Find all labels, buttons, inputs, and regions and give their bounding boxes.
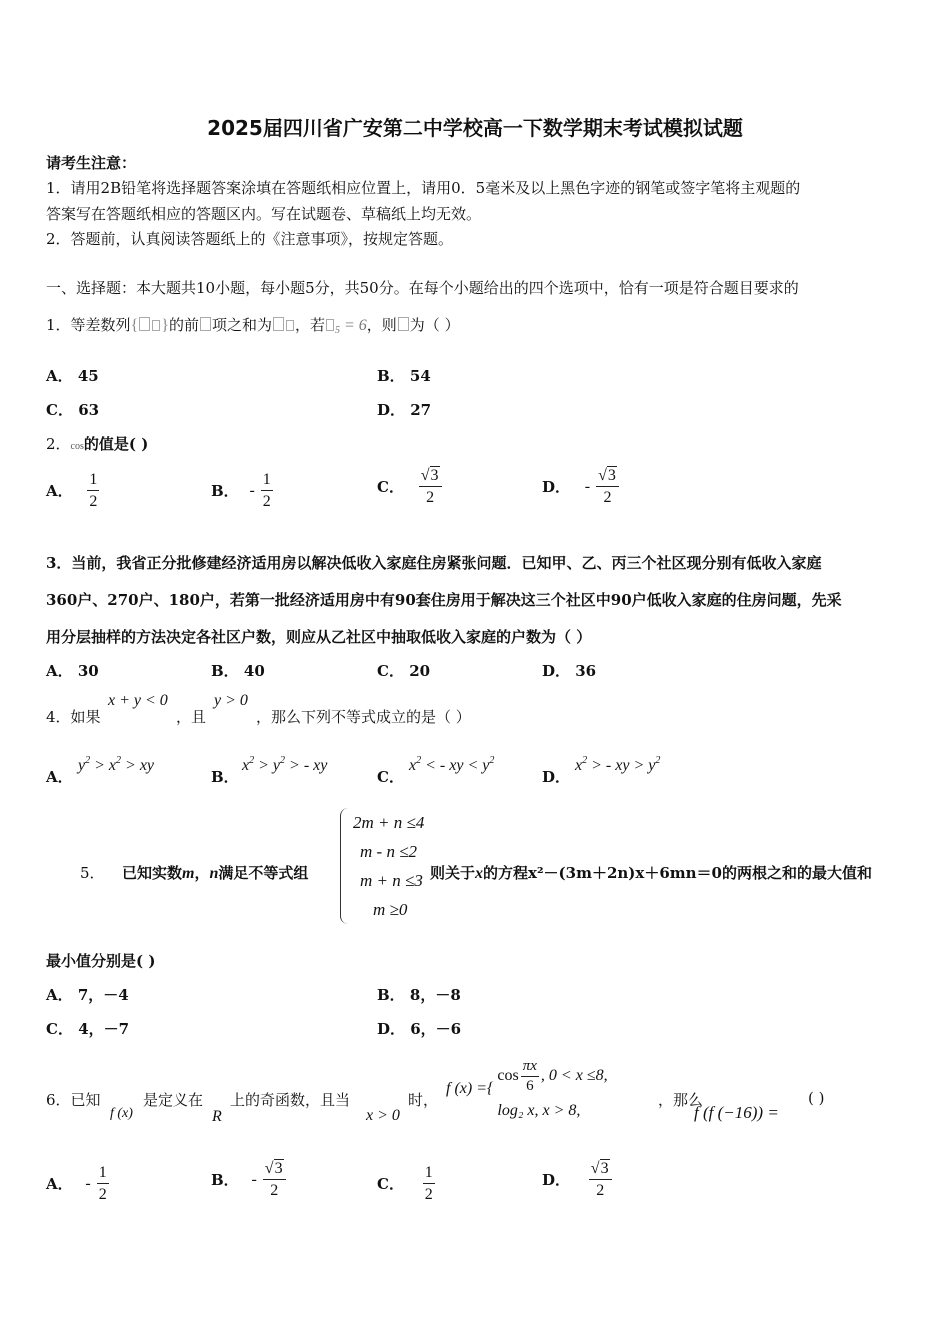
page-title: 2025届四川省广安第二中学校高一下数学期末考试模拟试题 [207,116,743,140]
notice-line-1: 1．请用2B铅笔将选择题答案涂填在答题纸相应位置上，请用0．5毫米及以上黑色字迹的钢笔或签字笔将主观题的 [46,179,801,197]
q6-expression: f (f (−16)) = [694,1103,779,1122]
q4-option-c[interactable]: $x^2$ < - xy < $y^2$ [409,755,495,774]
question-5-stem-b: 则关于x的方程x²－(3m＋2n)x＋6mn＝0的两根之和的最大值和 [430,864,872,882]
q4-label-a[interactable]: A． [46,768,73,786]
s9-glyph [398,317,409,331]
sn-glyph [273,317,284,331]
q4-label-c[interactable]: C． [377,768,404,786]
q5-inequality-system: 2m + n ≤4 m - n ≤2 m + n ≤3 m ≥0 [340,808,424,924]
q6-option-a[interactable]: A． - $\frac{1}{2}$ [46,1164,107,1203]
notice-line-2: 答案写在答题纸相应的答题区内。写在试题卷、草稿纸上均无效。 [46,205,482,223]
q4-label-b[interactable]: B． [211,768,239,786]
question-3-line-3: 用分层抽样的方法决定各社区户数，则应从乙社区中抽取低收入家庭的户数为（ ） [46,628,592,646]
q5-option-c[interactable]: C． 4，－7 [46,1020,130,1038]
q5-option-d[interactable]: D． 6，－6 [377,1020,462,1038]
q1-option-a[interactable]: A． 45 [46,367,99,385]
q2-option-b[interactable]: B． - $\frac{1}{2}$ [211,471,271,510]
q1-option-c[interactable]: C． 63 [46,401,100,419]
q4-option-a[interactable]: $y^2 > x^2$ > xy [78,755,155,774]
q2-option-c[interactable]: C． $\frac{√3}{2}$ [377,466,442,507]
n-glyph [200,317,211,331]
question-5-number: 5． [80,864,105,882]
q4-option-d[interactable]: $x^2$ > - xy > $y^2$ [575,755,661,774]
q3-option-b[interactable]: B． 40 [211,662,265,680]
question-6-stem-a: 6．已知 [46,1091,101,1109]
q2-option-d[interactable]: D． - $\frac{√3}{2}$ [542,466,619,507]
q2-option-a[interactable]: A． $\frac{1}{2}$ [46,471,98,510]
question-2-stem: 2．cos的值是( ) [46,435,149,453]
question-3-line-1: 3．当前，我省正分批修建经济适用房以解决低收入家庭住房紧张问题．已知甲、乙、丙三个社区现分别有低收入家庭 [46,554,822,572]
q6-option-c[interactable]: C． $\frac{1}{2}$ [377,1164,433,1203]
q6-condition: x > 0 [366,1107,400,1124]
q1-option-d[interactable]: D． 27 [377,401,432,419]
q5-option-a[interactable]: A． 7，－4 [46,986,129,1004]
section-1-heading: 一、选择题：本大题共10小题，每小题5分，共50分。在每个小题给出的四个选项中，恰有一项是符合题目要求的 [46,279,799,297]
q4-condition-2: y > 0 [214,692,248,709]
q4-label-d[interactable]: D． [542,768,571,786]
q6-R: R [212,1108,222,1125]
notice-heading: 请考生注意： [46,154,137,172]
q4-condition-1: x + y < 0 [108,692,168,709]
q6-option-b[interactable]: B． - $\frac{√3}{2}$ [211,1159,286,1200]
cos-glyph: cos [70,441,84,452]
q3-option-a[interactable]: A． 30 [46,662,99,680]
seq-an-glyph: { } [130,317,169,334]
question-1-number: 1． [46,316,71,334]
notice-line-3: 2．答题前，认真阅读答题纸上的《注意事项》，按规定答题。 [46,230,454,248]
q6-fx: f (x) [110,1106,133,1121]
q6-option-d[interactable]: D． $\frac{√3}{2}$ [542,1159,612,1200]
q6-piecewise-function: f (x) ={ cos $\frac{\pi x}{6}$ , 0 < x ≤8, log₂ x, x > 8, [446,1057,608,1119]
q4-option-b[interactable]: $x^2 > y^2$ > - xy [242,755,328,774]
question-4-stem: 4．如果 [46,708,101,726]
question-1-stem: 1．等差数列{ }的前 项之和为 ，若 $_5$ = 6，则 为（ ） [46,316,460,336]
q3-option-d[interactable]: D． 36 [542,662,597,680]
question-3-line-2: 360户、270户、180户，若第一批经济适用房中有90套住房用于解决这三个社区中90户低收入家庭的住房问题，先采 [46,591,842,609]
q5-option-b[interactable]: B． 8，－8 [377,986,461,1004]
question-5-stem-a: 已知实数m，n满足不等式组 [122,864,309,882]
s5-condition: $_5$ = 6 [325,317,367,334]
question-5-line-2: 最小值分别是( ) [46,952,156,970]
q3-option-c[interactable]: C． 20 [377,662,431,680]
q1-option-b[interactable]: B． 54 [377,367,431,385]
